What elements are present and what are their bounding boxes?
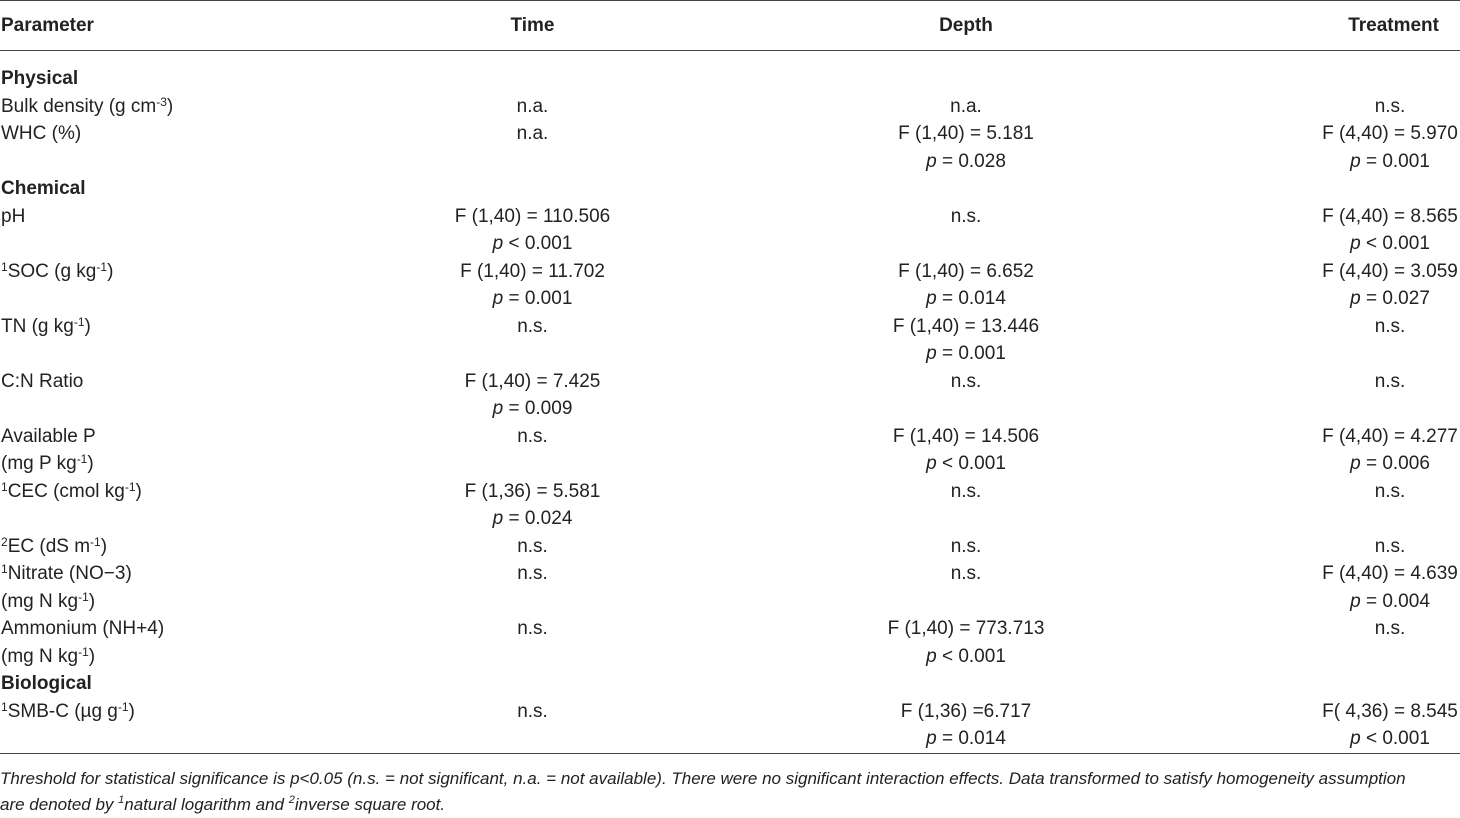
table-row: [0, 560, 1460, 588]
table-row-pvalue: [0, 725, 1460, 753]
cell-depth: F (1,40) = 14.506: [892, 425, 1040, 447]
param-tn: TN (g $kg^{-1}$): [1, 314, 91, 337]
cell-depth: n.s.: [950, 205, 982, 227]
header-parameter: Parameter: [0, 1, 395, 51]
table-row-pvalue: [0, 395, 1460, 423]
cell-treatment-p: p = 0.001: [1350, 150, 1430, 172]
table-row: [0, 478, 1460, 506]
table-row-pvalue: [0, 505, 1460, 533]
section-row-chemical: [0, 175, 1460, 203]
cell-time: n.s.: [517, 563, 548, 584]
param-cec: $^1$CEC (cmol $kg^{-1}$): [1, 479, 142, 502]
section-chemical: Chemical: [1, 178, 86, 199]
cell-treatment: F (4,40) = 8.565: [1322, 205, 1458, 227]
param-ammonium: Ammonium (NH+4): [1, 618, 165, 639]
cell-time: n.s.: [517, 618, 548, 639]
cell-time: n.s.: [517, 425, 548, 447]
param-nitrate: $^1$Nitrate (NO−3): [1, 562, 132, 584]
table-row-pvalue: [0, 230, 1460, 258]
cell-treatment-p: p < 0.001: [1262, 725, 1460, 753]
table-row: [0, 698, 1460, 726]
cell-treatment: F (4,40) = 3.059: [1322, 260, 1458, 282]
cell-treatment: n.s.: [1374, 370, 1406, 392]
cell-treatment: n.s.: [1374, 535, 1406, 557]
cell-treatment: n.s.: [1374, 95, 1406, 117]
cell-time-p: p = 0.024: [492, 508, 573, 529]
cell-time: n.a.: [516, 123, 549, 144]
cell-depth: F (1,40) = 13.446: [892, 315, 1040, 337]
cell-time-p: p < 0.001: [492, 233, 573, 254]
cell-depth: F (1,40) = 5.181: [898, 123, 1034, 144]
footnote-line-2: are denoted by $^1$natural logarithm and $^2$inverse square root.: [0, 794, 446, 814]
param-nitrate-unit: (mg N $kg^{-1}$): [1, 589, 96, 612]
param-ph: pH: [1, 205, 26, 227]
table-row: [0, 313, 1460, 341]
cell-time: F (1,40) = 11.702: [460, 260, 605, 282]
param-soc: $^1$SOC (g $kg^{-1}$): [1, 259, 114, 282]
cell-time: F (1,36) = 5.581: [464, 480, 601, 502]
cell-treatment-p: p < 0.001: [1350, 233, 1430, 254]
cell-depth: F (1,36) =6.717: [900, 700, 1032, 722]
cell-time: F (1,40) = 110.506: [454, 205, 611, 227]
cell-time-p: p = 0.009: [492, 398, 573, 419]
cell-time: F (1,40) = 7.425: [464, 370, 601, 392]
table-row: [0, 423, 1460, 451]
table-row-pvalue: [0, 340, 1460, 368]
cell-depth: n.s.: [950, 535, 982, 557]
cell-treatment: F (4,40) = 4.639: [1322, 563, 1458, 584]
table-row: [0, 93, 1460, 121]
cell-depth: n.s.: [950, 480, 982, 502]
cell-time: n.a.: [516, 95, 549, 117]
table-row-pvalue: [0, 285, 1460, 313]
cell-depth-p: p = 0.014: [670, 725, 1262, 753]
cell-time: n.s.: [517, 315, 548, 337]
table-row: [0, 533, 1460, 561]
table-row: [0, 203, 1460, 231]
cell-depth: n.s.: [950, 370, 982, 392]
cell-treatment: n.s.: [1374, 315, 1406, 337]
section-biological: Biological: [1, 673, 92, 694]
cell-depth-p: p < 0.001: [926, 453, 1006, 474]
footnote-line-1: Threshold for statistical significance is p<0.05 (n.s. = not significant, n.a. = not available). There were no significant interaction effects. Data transformed to satisfy homogeneity assumption: [0, 769, 1406, 788]
section-physical: Physical: [1, 68, 79, 89]
cell-treatment: F (4,40) = 4.277: [1322, 425, 1458, 447]
param-available-p: Available P: [1, 425, 96, 447]
cell-treatment: F( 4,36) = 8.545: [1322, 700, 1458, 722]
cell-depth: n.s.: [950, 563, 982, 584]
table-row: [0, 615, 1460, 643]
cell-treatment: n.s.: [1374, 618, 1406, 639]
header-treatment: Treatment: [1262, 1, 1460, 51]
table-row-pvalue: [0, 148, 1460, 176]
cell-treatment: F (4,40) = 5.970: [1322, 123, 1458, 144]
table-row-pvalue: [0, 450, 1460, 478]
param-ec: $^2$EC (dS $m^{-1}$): [1, 534, 108, 557]
param-ammonium-unit: (mg N $kg^{-1}$): [1, 644, 96, 667]
cell-depth: n.a.: [950, 95, 982, 117]
header-depth: Depth: [670, 1, 1262, 51]
cell-time-p: p = 0.001: [492, 288, 573, 309]
param-bulk-density: Bulk density (g $cm^{-3}$): [1, 94, 174, 117]
table-header-row: [0, 1, 1460, 51]
param-available-p-unit: (mg P $kg^{-1}$): [1, 452, 94, 474]
cell-depth: F (1,40) = 773.713: [887, 618, 1045, 639]
param-whc: WHC (%): [1, 123, 82, 144]
cell-depth-p: p = 0.001: [926, 343, 1006, 364]
table-row-pvalue: [0, 588, 1460, 616]
cell-treatment-p: p = 0.006: [1350, 453, 1430, 474]
table-row-pvalue: [0, 643, 1460, 671]
param-smb-c: $^1$SMB-C (µg $g^{-1}$): [1, 699, 135, 722]
header-time: Time: [395, 1, 670, 51]
cell-time: n.s.: [517, 535, 548, 557]
cell-treatment-p: p = 0.027: [1350, 288, 1430, 309]
table-footnote: [0, 766, 1460, 818]
cell-depth: F (1,40) = 6.652: [898, 260, 1034, 282]
cell-depth-p: p = 0.028: [926, 150, 1006, 172]
table-row: [0, 368, 1460, 396]
cell-depth-p: p < 0.001: [926, 645, 1006, 667]
param-cn-ratio: C:N Ratio: [1, 370, 84, 392]
cell-treatment: n.s.: [1374, 480, 1406, 502]
cell-depth-p: p = 0.014: [926, 288, 1006, 309]
table-row: [0, 120, 1460, 148]
table-row: [0, 258, 1460, 286]
cell-treatment-p: p = 0.004: [1350, 590, 1430, 612]
section-row-biological: [0, 670, 1460, 698]
section-row-physical: [0, 51, 1460, 93]
cell-time: n.s.: [517, 700, 548, 722]
